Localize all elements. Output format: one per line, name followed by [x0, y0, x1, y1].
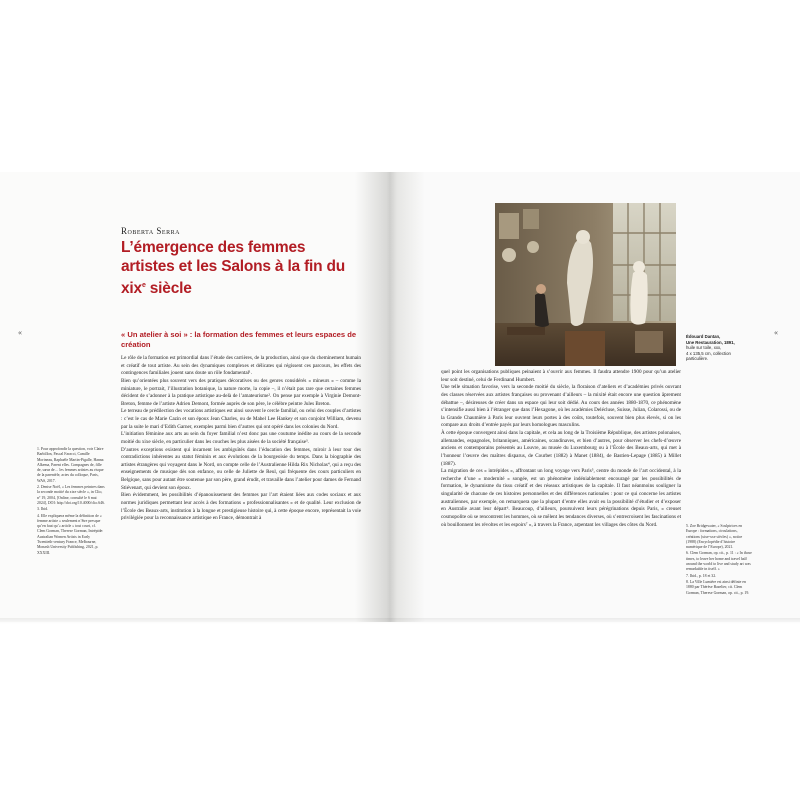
caption-size: 4 x 135,5 cm, collection — [686, 350, 731, 356]
paragraph: Bien qu’orientées plus souvent vers des pratiques décoratives ou des genres considérés « mineurs » – comme la miniature, le portrait, l’illustration botanique, la nature morte, la copie –, il n’était pas rare que certaines femmes décident de s’adonner à la pratique artistique au-delà de l’amateurisme². On pense par exemple à Virginie Demont-Breton, femme de l’artiste Adrien Demont, formée auprès de son père, le célèbre peintre Jules Breton. — [121, 377, 361, 407]
footnote: 8. La Ville Lumière est ainsi définie en 1880 par Thérèse Bazelier, cit. Clem Gorman, Therese Gorman, op. cit., p. 19. — [686, 579, 750, 595]
book-gutter — [355, 172, 425, 622]
left-section-marker: « — [18, 328, 22, 337]
paragraph: Le terreau de prédilection des vocations artistiques est ainsi souvent le cercle familial, ou celui des couples d’artistes : c’est le cas de Marie Cazin et son époux Jean Charles, ou de Mabel Lee Hankey et son conjoint William, devenu par la suite le mari d’Edith Garner, exemples parmi bien d’autres qui ont opéré dans les colonies du Nord. — [121, 408, 361, 430]
footnote: 3. Ibid. — [37, 507, 48, 512]
right-section-marker: « — [774, 328, 778, 337]
caption-owner: particulière. — [686, 356, 709, 362]
paragraph: La migration de ces « intrépides », affrontant un long voyage vers Paris⁵, centre du monde de l’art occidental, à la recherche d’une « modernité » songée, est un phénomène indéniablement encouragé par les possibilités de formation, le dynamisme du tissu créatif et des réseaux artistiques de la capitale. Il faut néanmoins souligner la singularité de chacune de ces histoires personnelles et des différences nationales : pour ce qui concerne les artistes australiennes, par exemple, on remarquera que la plupart d’entre elles avait eu la possibilité d’étudier et d’exposer en Australie avant leur départ⁶. Beaucoup, d’ailleurs, poursuivent leurs pérégrinations depuis Paris, « creuset cosmopolite où se rencontrent les hommes, où se mêlent les tendances diverses, où s’entrecroisent les fascinations et où bouillonnent les révoltes et les espoirs⁷ », à travers la France, arpentant les villages des côtes du Nord. — [441, 468, 681, 528]
right-footnotes — [686, 524, 752, 597]
painting-caption — [686, 334, 756, 362]
paragraph: Bien évidemment, les possibilités d’épanouissement des femmes par l’art étaient liées aux codes sociaux et aux normes juridiques permettant leur accès à des formations « professionnalisantes » et de qualité. Leur exclusion de l’École des Beaux-arts, institution à la longue et prestigieuse histoire qui, à cette époque encore, représentait la voie privilégiée pour la reconnaissance artistique en France, démontrait à — [121, 492, 361, 522]
section-subheading: « Un atelier à soi » : la formation des femmes et leurs espaces de création — [121, 330, 357, 349]
painting-image — [495, 203, 676, 366]
paragraph: L’initiation féminine aux arts au sein du foyer familial n’est donc pas une coutume inédite au cours de la seconde moitié du xixe siècle, en particulier dans les couches les plus aisées de la société française³. — [121, 431, 361, 445]
footnote: 2. Denise Noël, « Les femmes peintres dans la seconde moitié du xixe siècle », in Clio, n° 19, 2004, [Online, consulté le 6 mai 2024], DOI: http://doi.org/10.4000/clio.646. — [37, 485, 105, 505]
title-end: siècle — [145, 280, 192, 298]
title-superscript: e — [141, 282, 146, 289]
paragraph: À cette époque convergent ainsi dans la capitale, et cela au long de la Troisième République, des artistes polonaises, allemandes, espagnoles, britanniques, américaines, scandinaves, et bien d’autres, pour observer les chefs-d’œuvre anciens et contemporains présentés au Louvre, au musée du Luxembourg ou à l’École des Beaux-arts, qui met à l’honneur l’œuvre des maîtres disparus, de Courbet (1882) à Manet (1884), de Bastien-Lepage (1885) à Millet (1887). — [441, 430, 681, 467]
paragraph: D’autres exceptions existent qui incarnent les ambiguïtés dans l’éducation des femmes, miroir à leur tour des contradictions inhérentes au statut féminin et aux évolutions de la bourgeoisie du temps. Dans la biographie des artistes étrangères qui voyagent dans le Nord, on compte celle de l’Australienne Hilda Rix Nicholas⁴, qui a reçu des enseignements de musique dès son enfance, ou celle de Juliette de Reul, qui fréquente des cours particuliers en Belgique, sans pour autant être soutenue par son père, grand érudit, et travaille dans l’atelier pour dames de Fernand Stiévenart, qui devient son époux. — [121, 446, 361, 491]
paragraph: quel point les organisations publiques peinaient à s’ouvrir aux femmes. Il faudra attendre 1900 pour qu’un atelier leur soit destiné, celui de Ferdinand Humbert. — [441, 369, 681, 383]
caption-medium: huile sur toile, xxx, — [686, 345, 722, 351]
caption-work: Une Restauration, 1891, — [686, 339, 735, 345]
title-main: L’émergence des femmes artistes et les Salons à la fin du xix — [121, 239, 346, 298]
painting-illustration — [495, 203, 676, 366]
caption-artist: Édouard Dantan, — [686, 334, 721, 339]
page-shadow — [0, 618, 800, 624]
footnote: 6. Clem Gorman, op. cit., p. 11 : « In those times, to leave her home and travel half around the world to live and study art was remarkable in itself. » — [686, 551, 752, 572]
footnote: 1. Pour approfondir la question, voir Claire Barbillon, Pascal Faracci, Camille Morineau, Raphaële Martin-Pigalle, Hanna Alkema, Parent elles. Compagnes de, fille de, sœur de… les femmes artistes au risque de la parentèle, actes du colloque, Paris, WAS, 2017. — [37, 447, 104, 483]
right-body-text — [441, 369, 681, 529]
author-name: Roberta Serra — [121, 226, 180, 236]
footnote: 7. Ibid., p. 18 et 32. — [686, 573, 717, 578]
paragraph: Une telle situation favorise, vers la seconde moitié du siècle, la floraison d’ateliers et d’académies privés ouvrant des classes réservées aux artistes françaises ou provenant d’ailleurs – la mixité était encore une question âprement débattue –, désireuses de créer dans un espace qui leur soit dédié. Au cours des années 1880-1870, ce phénomène s’intensifie aussi bien à l’étranger que dans l’Hexagone, où les académies Delécluse, Suisse, Julian, Colarossi, ou de la Grande Chaumière à Paris leur ouvrent leurs portes à des coûts, toutefois, souvent bien plus élevés, si on les compare aux droits d’entrée payés par leurs homologues masculins. — [441, 384, 681, 429]
footnote: 4. Elle expliquera même la définition de « femme artiste » seulement n’être presque qu’en faut qu’« article » tout court, cf. Clem Gorman, Therese Gorman, Intrépide: Australian Women Artists in Early Twentieth-century France, Melbourne, Monash University Publishing, 2021, p. XXXIII. — [37, 513, 104, 555]
left-footnotes — [37, 447, 105, 557]
article-title — [121, 238, 361, 298]
footnote: 5. Zoe Bridgewater, « Sculptrices en Europe : formations, circulations, créations (xixe-xxe siècles) », notice (1988) (Encyclopédie d’histoire numérique de l’Europe), 2021. — [686, 524, 743, 550]
paragraph: Le rôle de la formation est primordial dans l’étude des carrières, de la production, ainsi que du cheminement humain et créatif de tout artiste. Au sein des dynamiques complexes et délicates qui régissent ces parcours, les effets des contingences familiales jouent sans doute un rôle fondamental¹. — [121, 355, 361, 377]
left-body-text — [121, 355, 361, 523]
